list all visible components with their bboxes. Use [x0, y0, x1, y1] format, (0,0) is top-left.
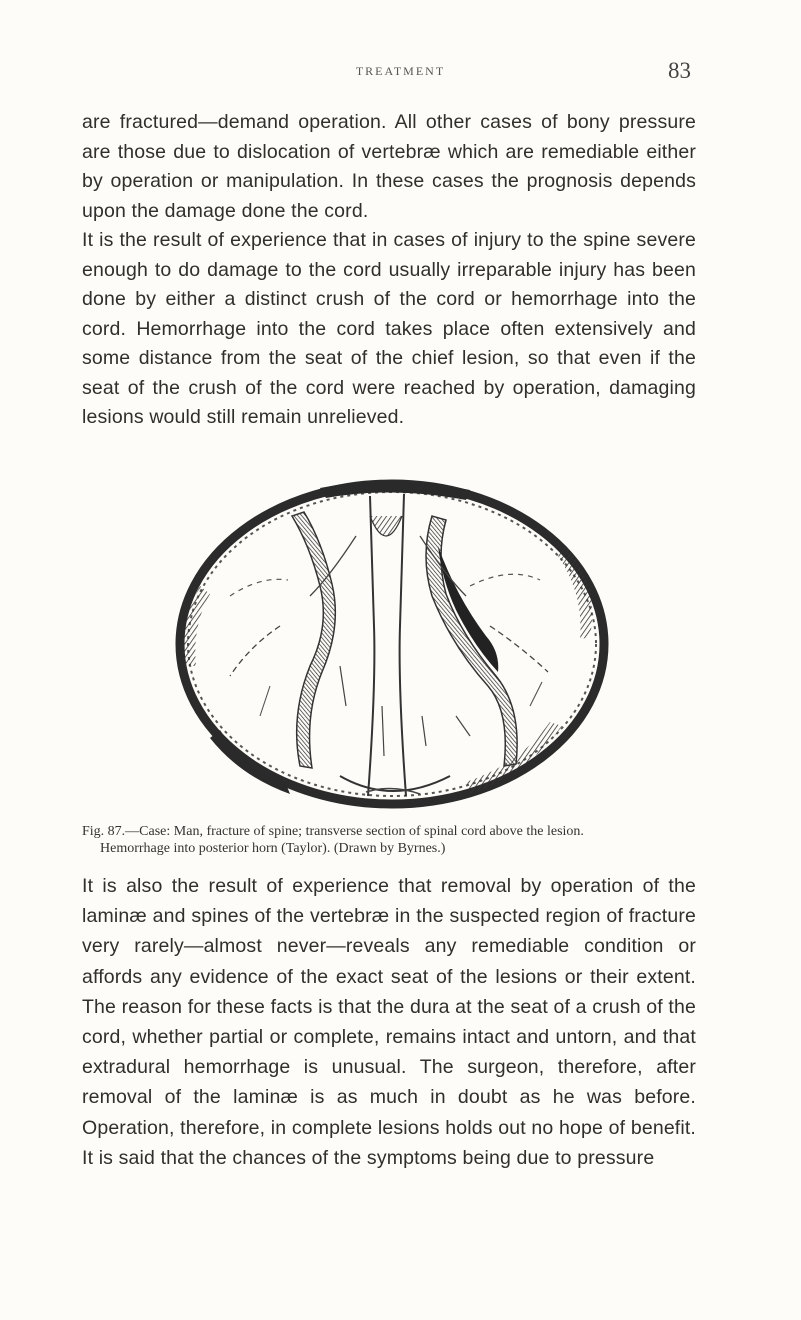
spinal-cord-section-image: [170, 476, 620, 816]
paragraph: are fractured—demand operation. All other cases of bony pressure are those due to dislocation of vertebræ which are remediable either by operation or manipulation. In these cases the prognosis depends upon the damage done the cord.: [82, 111, 696, 222]
caption-line: Hemorrhage into posterior horn (Taylor). (Drawn by Byrnes.): [100, 841, 446, 856]
body-text-top: [82, 108, 696, 433]
running-title: TREATMENT: [355, 64, 446, 78]
figure-illustration: [170, 476, 620, 816]
body-text-bottom: [82, 871, 696, 1173]
running-head: [0, 58, 801, 98]
paragraph: It is also the result of experience that removal by operation of the laminæ and spines of the vertebræ in the suspected region of fracture very rarely—almost never—reveals any remediable condition or affords any evidence of the exact seat of the lesions or their extent. The reason for these facts is that the dura at the seat of a crush of the cord, whether partial or complete, remains intact and untorn, and that extradural hemorrhage is unusual. The surgeon, therefore, after removal of the laminæ is as much in doubt as he was before. Operation, therefore, in complete lesions holds out no hope of benefit. It is said that the chances of the symptoms being due to pressure: [82, 875, 696, 1169]
caption-line: Fig. 87.—Case: Man, fracture of spine; transverse section of spinal cord above the lesion.: [82, 824, 584, 839]
paragraph: It is the result of experience that in cases of injury to the spine severe enough to do damage to the cord usually irreparable injury has been done by either a distinct crush of the cord or hemorrhage into the cord. Hemorrhage into the cord takes place often extensively and some distance from the seat of the chief lesion, so that even if the seat of the crush of the cord were reached by operation, damaging lesions would still remain unrelieved.: [82, 229, 696, 428]
figure-caption: [82, 823, 732, 857]
page-number: 83: [668, 58, 691, 83]
